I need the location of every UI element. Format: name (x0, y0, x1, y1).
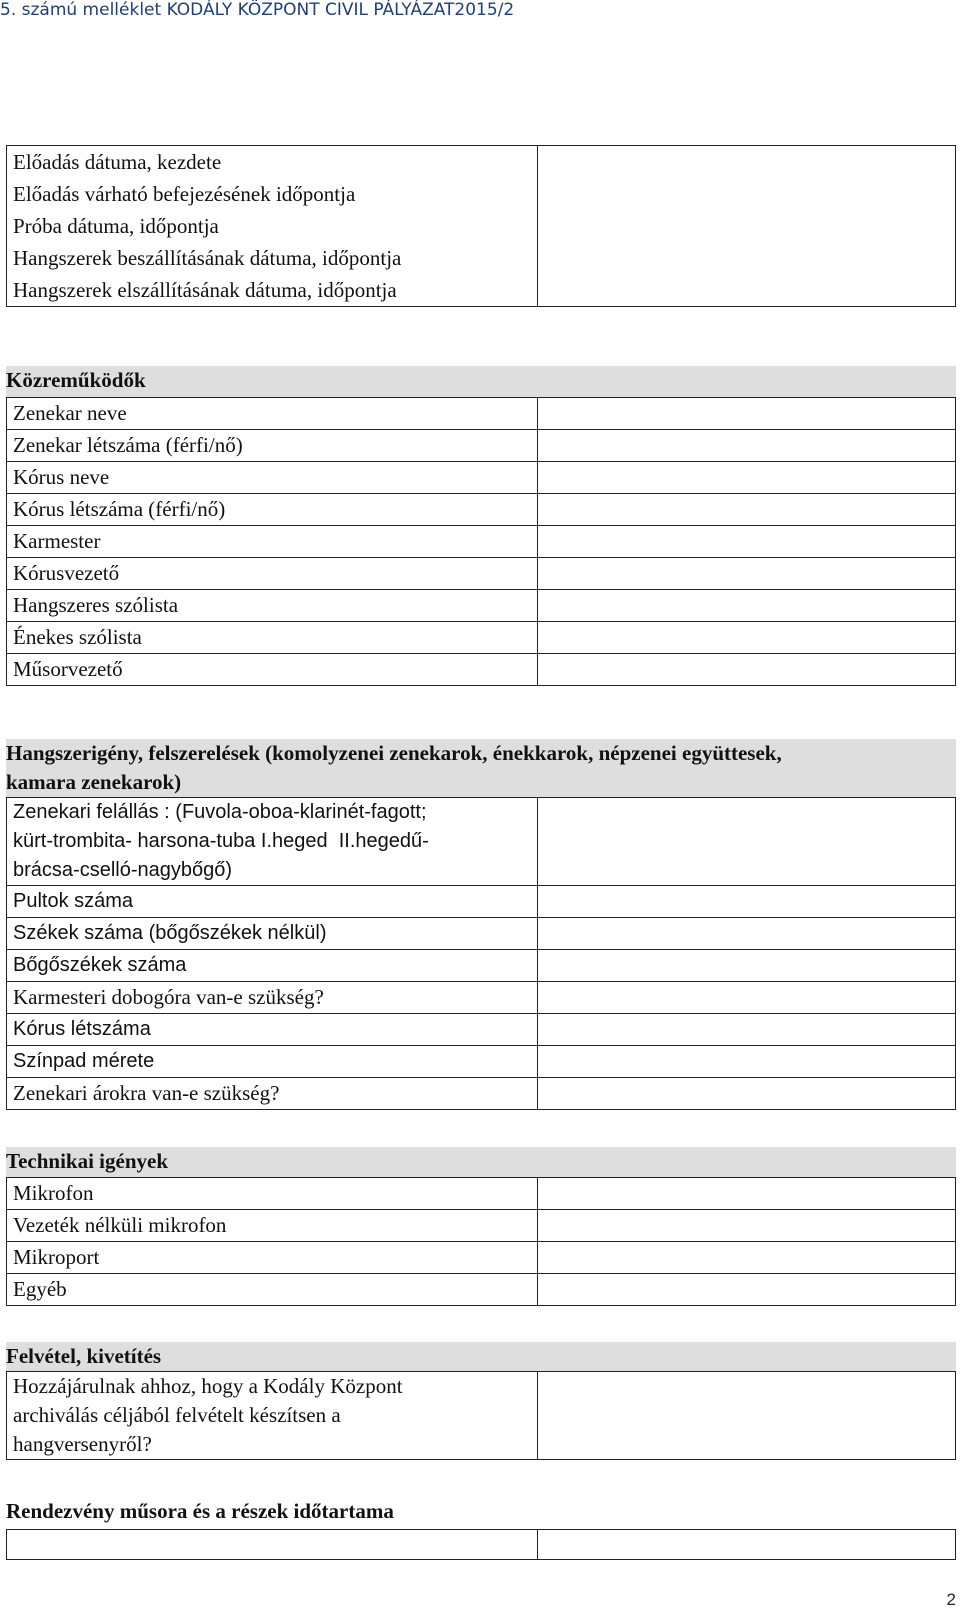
label-beszallitas: Hangszerek beszállításának dátuma, időpontja (13, 246, 402, 270)
label-korusvezeto: Kórusvezető (13, 561, 120, 585)
value-program-right[interactable] (538, 1530, 956, 1560)
value-zenekari-arok[interactable] (538, 1078, 956, 1110)
section-title-kozremukodok: Közreműködők (6, 368, 146, 392)
value-hangszeres-szolista[interactable] (538, 590, 956, 622)
label-zenekari-fellallas-3: brácsa-cselló-nagybőgő) (13, 859, 233, 881)
value-korus-letszama[interactable] (538, 494, 956, 526)
label-zenekari-fellallas-2: kürt-trombita- harsona-tuba I.heged II.hegedű- (13, 830, 429, 852)
value-musorvezeto[interactable] (538, 654, 956, 686)
value-enekes-szolista[interactable] (538, 622, 956, 654)
label-karmesteri-dobogo: Karmesteri dobogóra van-e szükség? (13, 985, 324, 1009)
program-table (6, 1529, 956, 1560)
label-musorvezeto: Műsorvezető (13, 657, 123, 681)
label-elszallitas: Hangszerek elszállításának dátuma, időpontja (13, 278, 397, 302)
label-egyeb: Egyéb (13, 1277, 67, 1301)
value-zenekari-fellallas[interactable] (538, 798, 956, 886)
label-hangszeres-szolista: Hangszeres szólista (13, 593, 179, 617)
label-korus-letszama: Kórus létszáma (férfi/nő) (13, 497, 226, 521)
section-title-felvetel: Felvétel, kivetítés (6, 1344, 162, 1368)
value-vezetek-nelkuli[interactable] (538, 1210, 956, 1242)
value-program-left[interactable] (7, 1530, 538, 1560)
value-pultok-szama[interactable] (538, 886, 956, 918)
technical-table (6, 1177, 956, 1306)
label-szinpad-merete: Színpad mérete (13, 1050, 155, 1072)
section-title-hangszerigeny-1: Hangszerigény, felszerelések (komolyzenei zenekarok, énekkarok, népzenei együttesek, (6, 741, 782, 765)
value-zenekar-neve[interactable] (538, 398, 956, 430)
page-number: 2 (946, 1590, 956, 1609)
label-mikrofon: Mikrofon (13, 1181, 94, 1205)
value-felvetel[interactable] (538, 1372, 956, 1460)
value-zenekar-letszama[interactable] (538, 430, 956, 462)
label-zenekari-fellallas-1: Zenekari felállás : (Fuvola-oboa-klarinét-fagott; (13, 801, 427, 823)
section-title-rendezveny: Rendezvény műsora és a részek időtartama (6, 1499, 394, 1523)
event-dates-table (6, 145, 956, 307)
section-title-hangszerigeny-2: kamara zenekarok) (6, 770, 182, 794)
label-szekek-szama: Székek száma (bőgőszékek nélkül) (13, 922, 327, 944)
label-eloadas-befejezes: Előadás várható befejezésének időpontja (13, 182, 356, 206)
value-korusvezeto[interactable] (538, 558, 956, 590)
participants-table (6, 397, 956, 686)
label-zenekari-arok: Zenekari árokra van-e szükség? (13, 1081, 280, 1105)
document-header: 5. számú melléklet KODÁLY KÖZPONT CIVIL PÁLYÁZAT2015/2 (0, 0, 515, 20)
label-zenekar-neve: Zenekar neve (13, 401, 127, 425)
label-mikroport: Mikroport (13, 1245, 100, 1269)
event-dates-value[interactable] (538, 146, 956, 307)
value-bogoszekek-szama[interactable] (538, 950, 956, 982)
label-korus-letszama-2: Kórus létszáma (13, 1018, 151, 1040)
label-vezetek-nelkuli: Vezeték nélküli mikrofon (13, 1213, 227, 1237)
label-felvetel-1: Hozzájárulnak ahhoz, hogy a Kodály Központ (13, 1374, 403, 1398)
label-bogoszekek-szama: Bőgőszékek száma (13, 954, 187, 976)
value-egyeb[interactable] (538, 1274, 956, 1306)
section-shade-kozremukodok (6, 366, 956, 397)
label-enekes-szolista: Énekes szólista (13, 625, 142, 649)
event-dates-labels (7, 146, 538, 307)
section-title-technikai: Technikai igények (6, 1149, 169, 1173)
label-proba-datuma: Próba dátuma, időpontja (13, 214, 219, 238)
label-felvetel-2: archiválás céljából felvételt készítsen a (13, 1403, 341, 1427)
value-mikroport[interactable] (538, 1242, 956, 1274)
label-zenekar-letszama: Zenekar létszáma (férfi/nő) (13, 433, 243, 457)
value-szekek-szama[interactable] (538, 918, 956, 950)
recording-table (6, 1371, 956, 1460)
label-felvetel-3: hangversenyről? (13, 1432, 152, 1456)
label-eloadas-datuma: Előadás dátuma, kezdete (13, 150, 222, 174)
value-karmesteri-dobogo[interactable] (538, 982, 956, 1014)
label-korus-neve: Kórus neve (13, 465, 110, 489)
value-mikrofon[interactable] (538, 1178, 956, 1210)
value-karmester[interactable] (538, 526, 956, 558)
instruments-table (6, 797, 956, 1110)
label-karmester: Karmester (13, 529, 101, 553)
value-korus-letszama-2[interactable] (538, 1014, 956, 1046)
value-szinpad-merete[interactable] (538, 1046, 956, 1078)
value-korus-neve[interactable] (538, 462, 956, 494)
label-pultok-szama: Pultok száma (13, 890, 134, 912)
